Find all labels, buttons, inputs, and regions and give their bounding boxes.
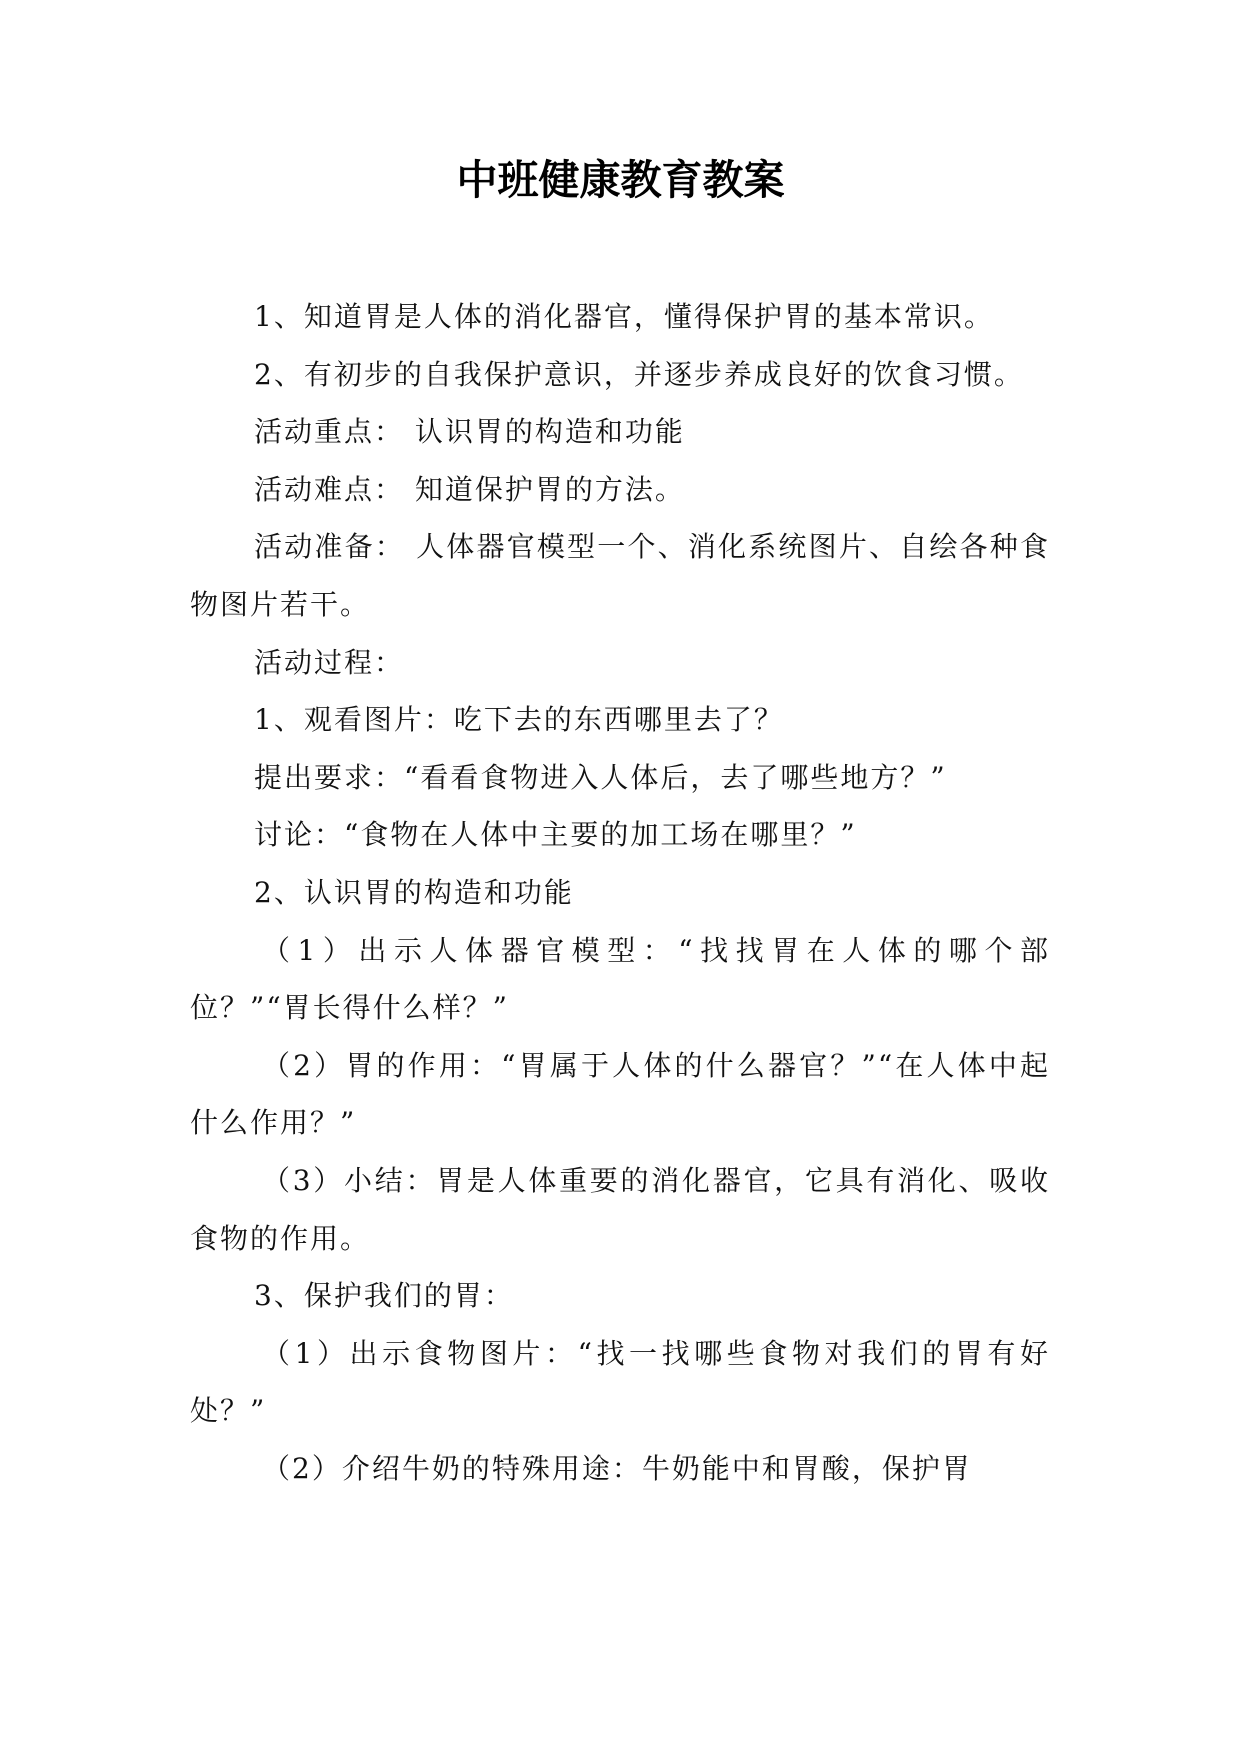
paragraph-preparation: 活动准备： 人体器官模型一个、消化系统图片、自绘各种食物图片若干。 xyxy=(190,530,1050,621)
paragraph-step-3-2: （2）介绍牛奶的特殊用途：牛奶能中和胃酸，保护胃 xyxy=(262,1451,972,1485)
document-title: 中班健康教育教案 xyxy=(456,156,785,204)
paragraph-step-2: 2、认识胃的构造和功能 xyxy=(254,875,574,909)
paragraph-step-1: 1、观看图片：吃下去的东西哪里去了？ xyxy=(254,703,784,737)
paragraph-goal-1: 1、知道胃是人体的消化器官，懂得保护胃的基本常识。 xyxy=(254,300,994,333)
paragraph-process-heading: 活动过程： xyxy=(254,645,405,679)
paragraph-step-1-request: 提出要求：“看看食物进入人体后，去了哪些地方？” xyxy=(254,760,947,794)
paragraph-step-2-1: （1）出示人体器官模型：“找找胃在人体的哪个部位？”“胃长得什么样？” xyxy=(190,933,1050,1025)
paragraph-difficulty: 活动难点： 知道保护胃的方法。 xyxy=(254,472,685,506)
paragraph-step-3-1: （1）出示食物图片：“找一找哪些食物对我们的胃有好处？” xyxy=(190,1336,1050,1428)
paragraph-step-2-2: （2）胃的作用：“胃属于人体的什么器官？”“在人体中起什么作用？” xyxy=(190,1048,1050,1140)
document-body xyxy=(190,288,1050,1497)
paragraph-step-1-discussion: 讨论：“食物在人体中主要的加工场在哪里？” xyxy=(254,818,857,852)
paragraph-step-3: 3、保护我们的胃： xyxy=(254,1279,514,1313)
paragraph-step-2-3: （3）小结：胃是人体重要的消化器官，它具有消化、吸收食物的作用。 xyxy=(190,1163,1050,1255)
paragraph-key-point: 活动重点： 认识胃的构造和功能 xyxy=(254,415,685,449)
paragraph-goal-2: 2、有初步的自我保护意识，并逐步养成良好的饮食习惯。 xyxy=(254,357,1024,391)
